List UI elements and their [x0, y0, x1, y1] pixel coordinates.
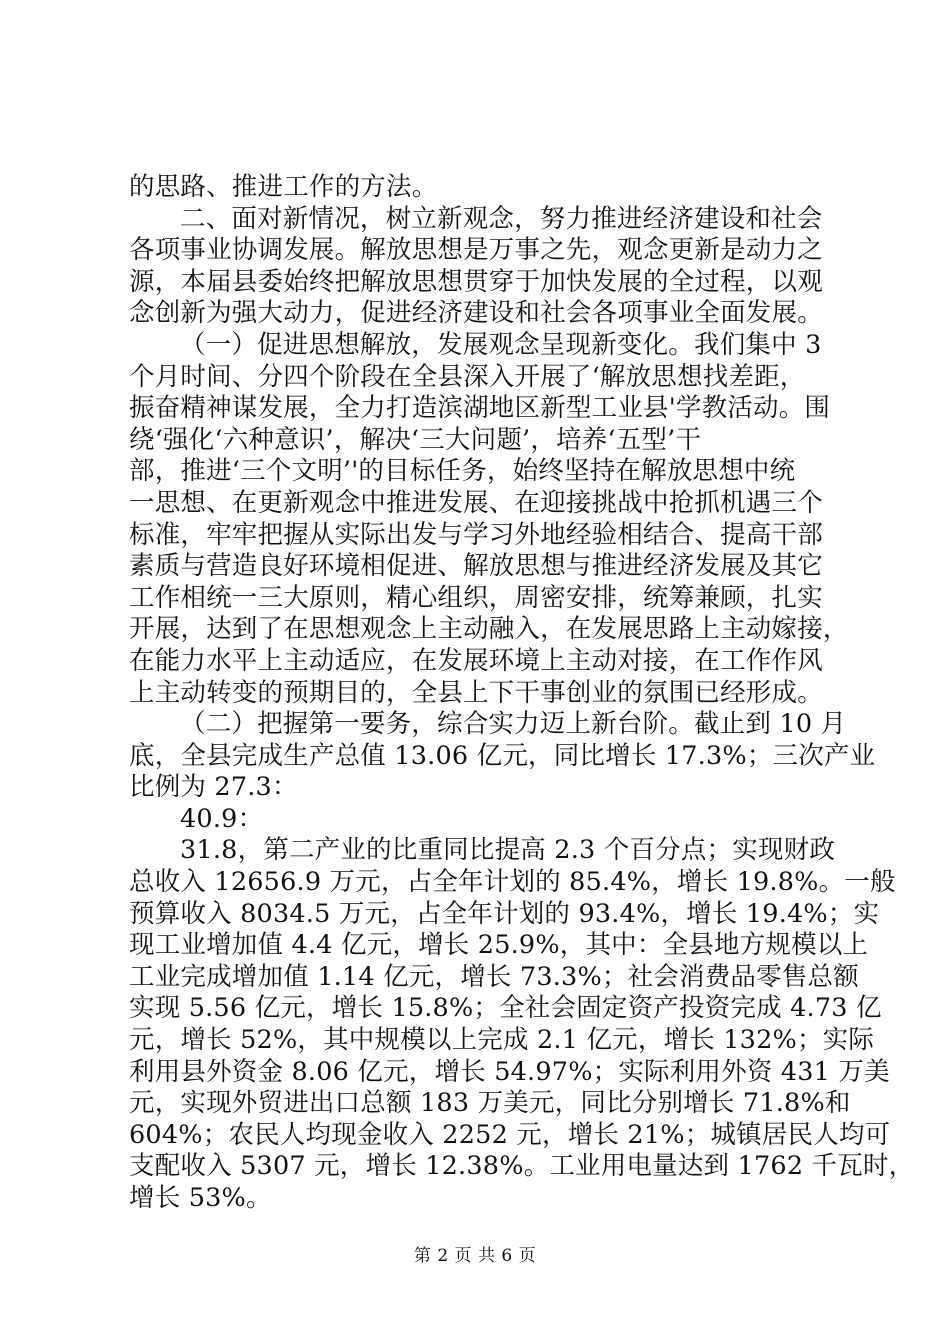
text-line: 标准，牢牢把握从实际出发与学习外地经验相结合、提高干部	[129, 519, 823, 550]
text-line: 各项事业协调发展。解放思想是万事之先，观念更新是动力之	[129, 235, 823, 266]
text-line: 工业完成增加值 1.14 亿元，增长 73.3%；社会消费品零售总额	[129, 961, 859, 992]
page-footer: 第 2 页 共 6 页	[413, 1246, 537, 1266]
text-line: 底，全县完成生产总值 13.06 亿元，同比增长 17.3%；三次产业	[129, 740, 876, 771]
text-line: 个月时间、分四个阶段在全县深入开展了‘解放思想找差距，	[129, 361, 806, 392]
text-line: 预算收入 8034.5 万元，占全年计划的 93.4%，增长 19.4%；实	[129, 898, 880, 929]
text-line: 念创新为强大动力，促进经济建设和社会各项事业全面发展。	[129, 298, 823, 329]
text-line: 的思路、推进工作的方法。	[129, 172, 438, 202]
text-line: 素质与营造良好环境相促进、解放思想与推进经济发展及其它	[129, 551, 823, 582]
text-line: 利用县外资金 8.06 亿元，增长 54.97%；实际利用外资 431 万美	[129, 1056, 890, 1087]
text-line: 支配收入 5307 元，增长 12.38%。工业用电量达到 1762 千瓦时，	[129, 1151, 915, 1182]
text-line: 实现 5.56 亿元，增长 15.8%；全社会固定资产投资完成 4.73 亿	[129, 993, 882, 1024]
text-line: 一思想、在更新观念中推进发展、在迎接挑战中抢抓机遇三个	[129, 487, 823, 518]
text-line: 绕‘强化‘六种意识’，解决‘三大问题’，培养‘五型’干	[129, 424, 702, 455]
text-line: 开展，达到了在思想观念上主动融入，在发展思路上主动嫁接，	[129, 614, 849, 645]
text-line: 工作相统一三大原则，精心组织，周密安排，统筹兼顾，扎实	[129, 582, 823, 613]
text-line: 比例为 27.3：	[129, 772, 298, 803]
text-line: 在能力水平上主动适应，在发展环境上主动对接，在工作作风	[129, 645, 823, 676]
text-line: 元，实现外贸进出口总额 183 万美元，同比分别增长 71.8%和	[129, 1088, 851, 1119]
text-line: 源，本届县委始终把解放思想贯穿于加快发展的全过程，以观	[129, 266, 823, 297]
text-line: 现工业增加值 4.4 亿元，增长 25.9%，其中：全县地方规模以上	[129, 930, 869, 961]
text-line: 增长 53%。	[129, 1183, 272, 1213]
text-line: 元，增长 52%，其中规模以上完成 2.1 亿元，增长 132%；实际	[129, 1025, 875, 1056]
body-text	[129, 172, 915, 1215]
text-line: （一）促进思想解放，发展观念呈现新变化。我们集中 3	[180, 329, 822, 360]
text-line: 二、面对新情况，树立新观念，努力推进经济建设和社会	[180, 203, 823, 234]
text-line: 部，推进‘三个文明’'的目标任务，始终坚持在解放思想中统	[129, 456, 796, 487]
text-line: 上主动转变的预期目的，全县上下干事创业的氛围已经形成。	[129, 677, 823, 708]
text-line: （二）把握第一要务，综合实力迈上新台阶。截止到 10 月	[180, 709, 847, 740]
text-line: 总收入 12656.9 万元，占全年计划的 85.4%，增长 19.8%。一般	[129, 867, 896, 898]
text-line: 40.9：	[180, 803, 264, 834]
text-line: 604%；农民人均现金收入 2252 元，增长 21%；城镇居民人均可	[129, 1119, 891, 1150]
text-line: 振奋精神谋发展，全力打造滨湖地区新型工业县'学教活动。围	[129, 393, 831, 424]
text-line: 31.8，第二产业的比重同比提高 2.3 个百分点；实现财政	[180, 835, 836, 866]
